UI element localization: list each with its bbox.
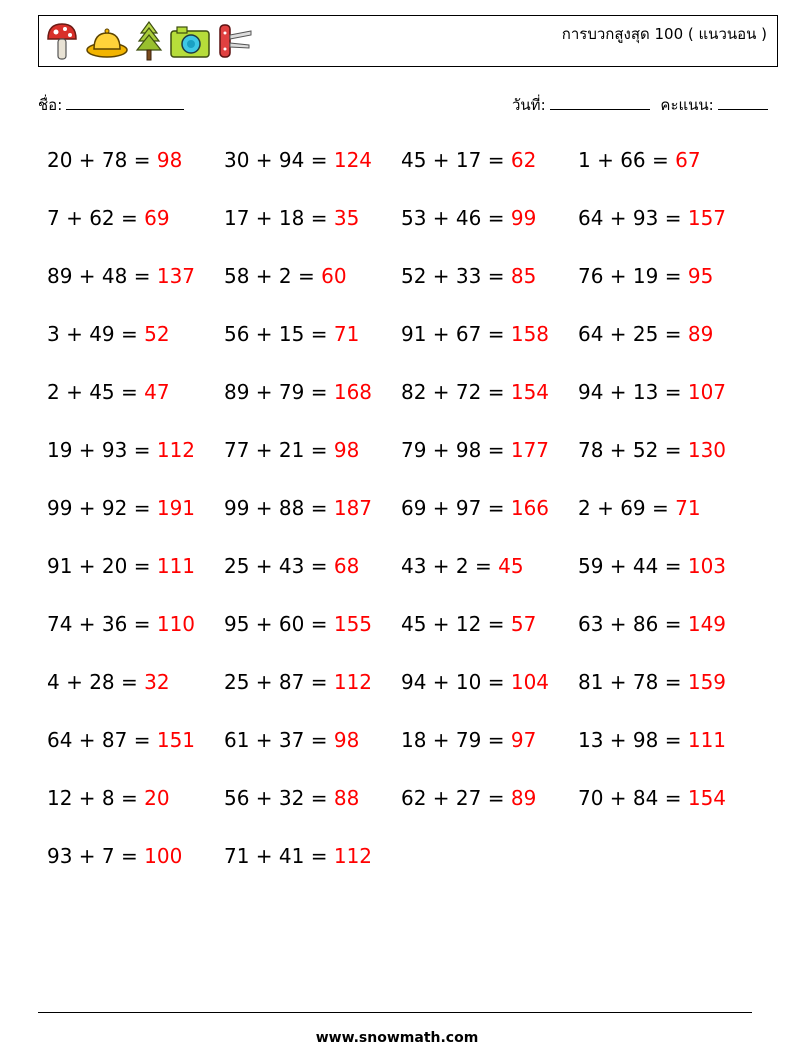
problem-answer: 60 bbox=[321, 264, 347, 288]
problem-answer: 98 bbox=[333, 438, 360, 462]
problem-question: 2 + 69 = bbox=[578, 496, 676, 520]
problem-question: 78 + 52 = bbox=[578, 438, 688, 462]
problem-item bbox=[47, 609, 195, 639]
problem-item bbox=[578, 319, 713, 349]
problem-answer: 158 bbox=[510, 322, 550, 346]
date-label: วันที่: bbox=[512, 96, 546, 114]
problem-answer: 20 bbox=[144, 786, 170, 810]
problem-answer: 110 bbox=[156, 612, 196, 636]
problem-item bbox=[47, 725, 195, 755]
problem-question: 70 + 84 = bbox=[578, 786, 688, 810]
problem-answer: 97 bbox=[510, 728, 537, 752]
problem-question: 53 + 46 = bbox=[401, 206, 511, 230]
problem-question: 45 + 12 = bbox=[401, 612, 511, 636]
problem-answer: 47 bbox=[144, 380, 170, 404]
problem-item bbox=[224, 609, 372, 639]
problem-question: 62 + 27 = bbox=[401, 786, 511, 810]
problem-answer: 154 bbox=[510, 380, 550, 404]
problem-question: 45 + 17 = bbox=[401, 148, 511, 172]
problem-question: 56 + 15 = bbox=[224, 322, 334, 346]
header-icons bbox=[45, 19, 253, 63]
problem-item bbox=[224, 377, 372, 407]
problem-answer: 107 bbox=[687, 380, 727, 404]
worksheet-header bbox=[38, 15, 778, 67]
problem-answer: 71 bbox=[333, 322, 360, 346]
problem-answer: 68 bbox=[333, 554, 360, 578]
problem-item bbox=[578, 609, 726, 639]
problem-answer: 111 bbox=[687, 728, 727, 752]
date-blank[interactable] bbox=[550, 95, 650, 110]
problem-answer: 99 bbox=[510, 206, 537, 230]
name-label: ชื่อ: bbox=[38, 96, 63, 114]
name-field bbox=[38, 93, 184, 117]
problem-question: 63 + 86 = bbox=[578, 612, 688, 636]
problem-answer: 67 bbox=[675, 148, 701, 172]
mushroom-icon bbox=[45, 19, 79, 63]
problem-item bbox=[224, 493, 372, 523]
problem-question: 25 + 87 = bbox=[224, 670, 334, 694]
problem-answer: 177 bbox=[510, 438, 550, 462]
problem-item bbox=[578, 551, 726, 581]
problem-item bbox=[401, 725, 536, 755]
problem-item bbox=[224, 435, 359, 465]
problem-answer: 159 bbox=[687, 670, 727, 694]
problem-answer: 45 bbox=[498, 554, 524, 578]
hat-icon bbox=[85, 19, 129, 63]
problem-answer: 166 bbox=[510, 496, 550, 520]
problem-question: 58 + 2 = bbox=[224, 264, 322, 288]
problem-question: 91 + 67 = bbox=[401, 322, 511, 346]
problem-item bbox=[47, 493, 195, 523]
problem-question: 30 + 94 = bbox=[224, 148, 334, 172]
problem-item bbox=[401, 203, 536, 233]
problem-question: 17 + 18 = bbox=[224, 206, 334, 230]
name-blank[interactable] bbox=[66, 95, 184, 110]
problem-answer: 98 bbox=[156, 148, 183, 172]
problem-question: 1 + 66 = bbox=[578, 148, 676, 172]
problem-answer: 103 bbox=[687, 554, 727, 578]
problem-item bbox=[578, 261, 713, 291]
problem-question: 89 + 48 = bbox=[47, 264, 157, 288]
problem-answer: 57 bbox=[510, 612, 537, 636]
problem-answer: 85 bbox=[510, 264, 537, 288]
problem-item bbox=[578, 725, 726, 755]
problem-item bbox=[47, 551, 195, 581]
problem-item bbox=[578, 493, 701, 523]
problem-answer: 112 bbox=[333, 670, 373, 694]
problem-answer: 98 bbox=[333, 728, 360, 752]
problem-item bbox=[224, 203, 359, 233]
problem-item bbox=[578, 145, 701, 175]
problem-answer: 89 bbox=[510, 786, 537, 810]
problem-question: 56 + 32 = bbox=[224, 786, 334, 810]
problem-answer: 69 bbox=[144, 206, 170, 230]
problem-item bbox=[224, 319, 359, 349]
problem-question: 94 + 13 = bbox=[578, 380, 688, 404]
problem-item bbox=[401, 493, 549, 523]
problem-item bbox=[578, 435, 726, 465]
problem-item bbox=[401, 377, 549, 407]
problem-item bbox=[47, 377, 170, 407]
problem-item bbox=[401, 551, 524, 581]
problem-question: 82 + 72 = bbox=[401, 380, 511, 404]
problem-answer: 32 bbox=[144, 670, 170, 694]
problem-item bbox=[47, 145, 182, 175]
problem-question: 94 + 10 = bbox=[401, 670, 511, 694]
problem-item bbox=[47, 667, 170, 697]
problem-item bbox=[578, 783, 726, 813]
problem-question: 64 + 25 = bbox=[578, 322, 688, 346]
problem-question: 89 + 79 = bbox=[224, 380, 334, 404]
problem-question: 99 + 92 = bbox=[47, 496, 157, 520]
date-score-fields bbox=[512, 93, 768, 117]
problem-item bbox=[224, 551, 359, 581]
problem-question: 91 + 20 = bbox=[47, 554, 157, 578]
problem-item bbox=[224, 667, 372, 697]
problem-question: 71 + 41 = bbox=[224, 844, 334, 868]
problem-question: 2 + 45 = bbox=[47, 380, 145, 404]
problem-question: 76 + 19 = bbox=[578, 264, 688, 288]
problem-item bbox=[224, 783, 359, 813]
problem-item bbox=[401, 435, 549, 465]
problem-question: 61 + 37 = bbox=[224, 728, 334, 752]
problem-item bbox=[224, 145, 372, 175]
problem-item bbox=[401, 783, 536, 813]
problem-item bbox=[401, 261, 536, 291]
problem-answer: 52 bbox=[144, 322, 170, 346]
problem-question: 18 + 79 = bbox=[401, 728, 511, 752]
tree-icon bbox=[135, 19, 163, 63]
problem-question: 4 + 28 = bbox=[47, 670, 145, 694]
problem-question: 12 + 8 = bbox=[47, 786, 145, 810]
problem-item bbox=[401, 145, 536, 175]
problem-item bbox=[401, 319, 549, 349]
problem-answer: 95 bbox=[687, 264, 714, 288]
worksheet-title: การบวกสูงสุด 100 ( แนวนอน ) bbox=[561, 25, 767, 43]
problem-answer: 35 bbox=[333, 206, 360, 230]
footer-url: www.snowmath.com bbox=[315, 1030, 479, 1046]
problem-item bbox=[578, 203, 726, 233]
problem-answer: 157 bbox=[687, 206, 727, 230]
problem-item bbox=[47, 783, 170, 813]
problem-item bbox=[47, 261, 195, 291]
problem-question: 64 + 93 = bbox=[578, 206, 688, 230]
problem-answer: 137 bbox=[156, 264, 196, 288]
problem-answer: 112 bbox=[333, 844, 373, 868]
problem-answer: 89 bbox=[687, 322, 714, 346]
problem-answer: 155 bbox=[333, 612, 373, 636]
problem-answer: 130 bbox=[687, 438, 727, 462]
problem-item bbox=[47, 203, 170, 233]
footer-divider bbox=[38, 1012, 752, 1013]
problem-question: 59 + 44 = bbox=[578, 554, 688, 578]
problem-item bbox=[578, 667, 726, 697]
problem-answer: 112 bbox=[156, 438, 196, 462]
problem-answer: 151 bbox=[156, 728, 196, 752]
problem-item bbox=[224, 261, 347, 291]
problem-question: 20 + 78 = bbox=[47, 148, 157, 172]
problem-item bbox=[578, 377, 726, 407]
problem-question: 7 + 62 = bbox=[47, 206, 145, 230]
problem-question: 79 + 98 = bbox=[401, 438, 511, 462]
problem-item bbox=[47, 319, 170, 349]
problem-answer: 100 bbox=[144, 844, 183, 868]
problem-item bbox=[224, 841, 372, 871]
problem-question: 19 + 93 = bbox=[47, 438, 157, 462]
problem-item bbox=[224, 725, 359, 755]
problem-question: 52 + 33 = bbox=[401, 264, 511, 288]
problem-question: 64 + 87 = bbox=[47, 728, 157, 752]
problem-answer: 71 bbox=[675, 496, 701, 520]
problem-answer: 191 bbox=[156, 496, 196, 520]
camera-icon bbox=[169, 19, 211, 63]
problem-answer: 149 bbox=[687, 612, 727, 636]
problem-answer: 104 bbox=[510, 670, 550, 694]
problem-item bbox=[47, 841, 182, 871]
problem-question: 25 + 43 = bbox=[224, 554, 334, 578]
problem-answer: 124 bbox=[333, 148, 373, 172]
problem-question: 13 + 98 = bbox=[578, 728, 688, 752]
problem-question: 81 + 78 = bbox=[578, 670, 688, 694]
problem-item bbox=[401, 609, 536, 639]
problem-answer: 88 bbox=[333, 786, 360, 810]
problem-answer: 187 bbox=[333, 496, 373, 520]
problem-question: 43 + 2 = bbox=[401, 554, 499, 578]
problem-question: 3 + 49 = bbox=[47, 322, 145, 346]
score-blank[interactable] bbox=[718, 95, 768, 110]
problem-question: 93 + 7 = bbox=[47, 844, 145, 868]
pocket-knife-icon bbox=[217, 19, 253, 63]
problem-answer: 111 bbox=[156, 554, 196, 578]
problem-answer: 62 bbox=[510, 148, 537, 172]
problem-question: 69 + 97 = bbox=[401, 496, 511, 520]
problem-question: 74 + 36 = bbox=[47, 612, 157, 636]
problem-item bbox=[401, 667, 549, 697]
problem-answer: 168 bbox=[333, 380, 373, 404]
problem-item bbox=[47, 435, 195, 465]
score-label: คะแนน: bbox=[660, 96, 714, 114]
problem-question: 99 + 88 = bbox=[224, 496, 334, 520]
problem-question: 77 + 21 = bbox=[224, 438, 334, 462]
problem-answer: 154 bbox=[687, 786, 727, 810]
problem-question: 95 + 60 = bbox=[224, 612, 334, 636]
